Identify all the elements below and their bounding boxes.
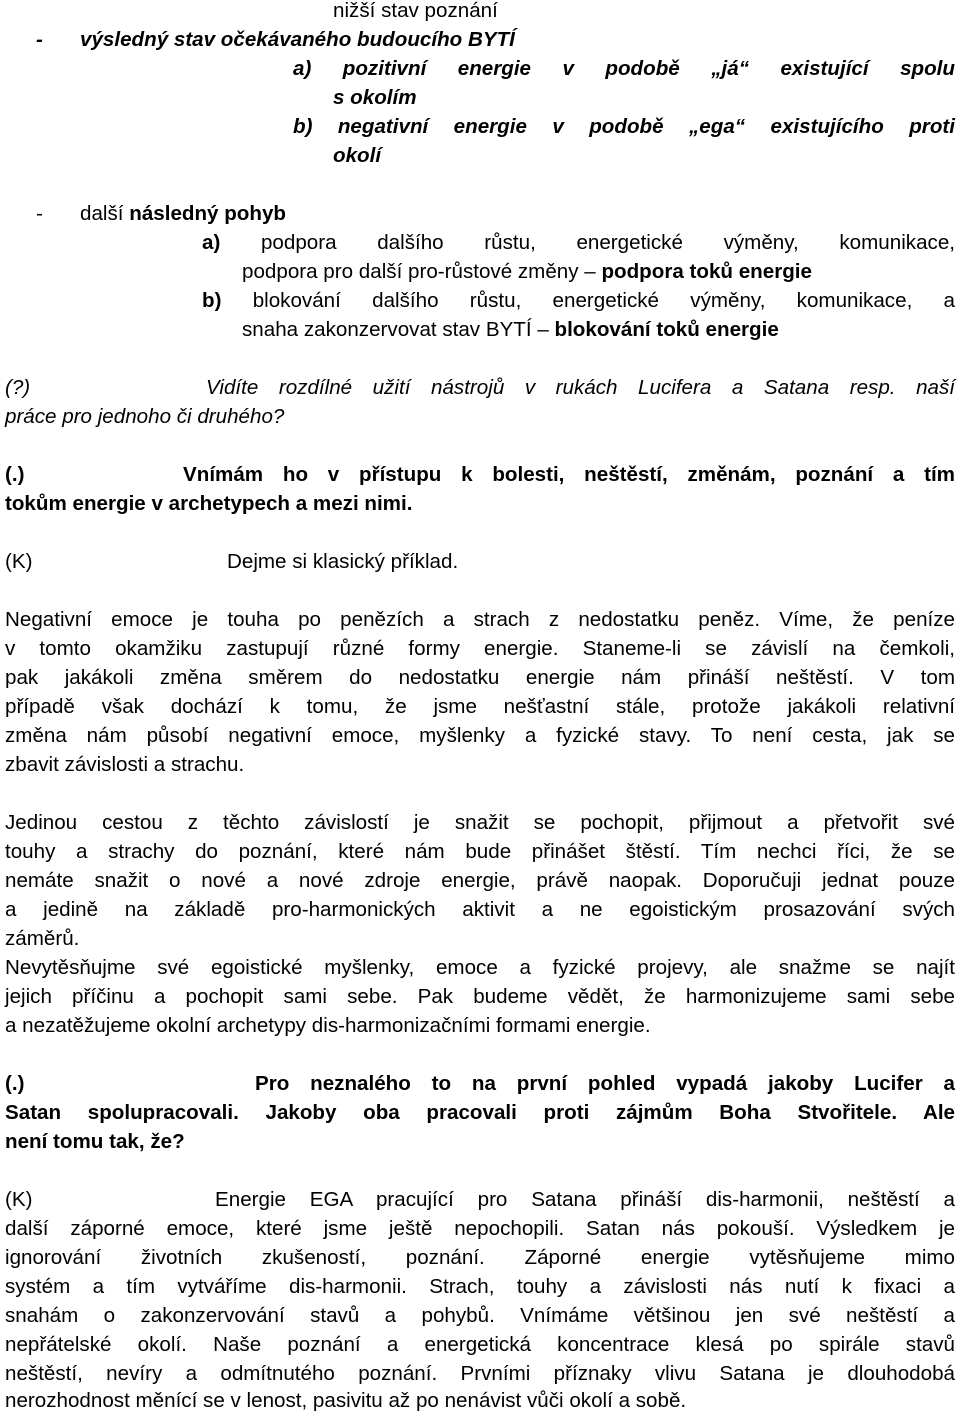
item-a-cont: s okolím <box>333 86 417 109</box>
k2-line: nerozhodnost měnící se v lenost, pasivitu až po nenávist vůči okolí a sobě. <box>5 1389 687 1412</box>
k-label: (K) <box>5 550 33 573</box>
answer2-line1: Pro neznalého to na první pohled vypadá jakoby Lucifer a <box>255 1072 955 1095</box>
item-b-cont: okolí <box>333 144 382 167</box>
pohyb-dash: - <box>36 202 43 225</box>
k2-line: neštěstí, nevíry a odmítnutého poznání. Prvními příznaky vlivu Satana je dlouhodobá <box>5 1362 955 1385</box>
k2-line: snahám o zakonzervování stavů a pohybů. Vnímáme většinou jen své neštěstí a <box>5 1304 955 1327</box>
item-a-pozitivni: a) pozitivní energie v podobě „já“ existující spolu <box>293 57 955 80</box>
k2-line1: Energie EGA pracující pro Satana přináší dis-harmonii, neštěstí a <box>215 1188 955 1211</box>
k2-line: ignorování životních zkušeností, poznání. Záporné energie vytěsňujeme mimo <box>5 1246 955 1269</box>
k2-line: systém a tím vytváříme dis-harmonii. Strach, touhy a závislosti nás nutí k fixaci a <box>5 1275 955 1298</box>
answer-label: (.) <box>5 463 25 486</box>
bullet-dash: - <box>36 28 43 51</box>
pohyb-b-line1: b) blokování dalšího růstu, energetické výměny, komunikace, a <box>202 289 955 312</box>
k2-line: další záporné emoce, které jsme ještě nepochopili. Satan nás pokouší. Výsledkem je <box>5 1217 955 1240</box>
bullet-vysledny-stav: výsledný stav očekávaného budoucího BYTÍ <box>80 28 515 51</box>
answer-line2: tokům energie v archetypech a mezi nimi. <box>5 492 413 515</box>
question-line1: Vidíte rozdílné užití nástrojů v rukách Lucifera a Satana resp. naší <box>206 376 955 399</box>
para2-line: nemáte snažit o nové a nové zdroje energie, právě naopak. Doporučuji jednat pouze <box>5 869 955 892</box>
pohyb-a-line1: a) podpora dalšího růstu, energetické výměny, komunikace, <box>202 231 955 254</box>
para1-line: pak jakákoli změna směrem do nedostatku energie nám přináší neštěstí. V tom <box>5 666 955 689</box>
para1-line: Negativní emoce je touha po penězích a strach z nedostatku peněz. Víme, že peníze <box>5 608 955 631</box>
question-line2: práce pro jednoho či druhého? <box>5 405 285 428</box>
k2-label: (K) <box>5 1188 33 1211</box>
pohyb-b-line2: snaha zakonzervovat stav BYTÍ – blokování toků energie <box>242 318 779 341</box>
para2-line: a jedině na základě pro-harmonických aktivit a ne egoistickým prosazování svých <box>5 898 955 921</box>
para1-line: v tomto okamžiku zastupují různé formy energie. Staneme-li se závislí na čemkoli, <box>5 637 955 660</box>
para1-line: zbavit závislosti a strachu. <box>5 753 245 776</box>
answer2-line3: není tomu tak, že? <box>5 1130 185 1153</box>
para2-line: a nezatěžujeme okolní archetypy dis-harmonizačními formami energie. <box>5 1014 651 1037</box>
pohyb-a-line2: podpora pro další pro-růstové změny – podpora toků energie <box>242 260 812 283</box>
para2-line: Jedinou cestou z těchto závislostí je snažit se pochopit, přijmout a přetvořit své <box>5 811 955 834</box>
para1-line: změna nám působí negativní emoce, myšlenky a fyzické stavy. To není cesta, jak se <box>5 724 955 747</box>
answer2-label: (.) <box>5 1072 25 1095</box>
pohyb-heading: další následný pohyb <box>80 202 287 225</box>
para2-line: jejich příčinu a pochopit sami sebe. Pak budeme vědět, že harmonizujeme sami sebe <box>5 985 955 1008</box>
line-nizsi-stav: nižší stav poznání <box>333 0 498 22</box>
k-text: Dejme si klasický příklad. <box>227 550 459 573</box>
para2-line: touhy a strachy do poznání, které nám bude přinášet štěstí. Tím nechci říci, že se <box>5 840 955 863</box>
question-label: (?) <box>5 376 31 399</box>
para2-line: záměrů. <box>5 927 80 950</box>
answer-line1: Vnímám ho v přístupu k bolesti, neštěstí, změnám, poznání a tím <box>183 463 955 486</box>
k2-line: nepřátelské okolí. Naše poznání a energetická koncentrace klesá po spirále stavů <box>5 1333 955 1356</box>
para2-line: Nevytěsňujme své egoistické myšlenky, emoce a fyzické projevy, ale snažme se najít <box>5 956 955 979</box>
answer2-line2: Satan spolupracovali. Jakoby oba pracovali proti zájmům Boha Stvořitele. Ale <box>5 1101 955 1124</box>
item-b-negativni: b) negativní energie v podobě „ega“ existujícího proti <box>293 115 955 138</box>
para1-line: případě však dochází k tomu, že jsme nešťastní stále, protože jakákoli relativní <box>5 695 955 718</box>
